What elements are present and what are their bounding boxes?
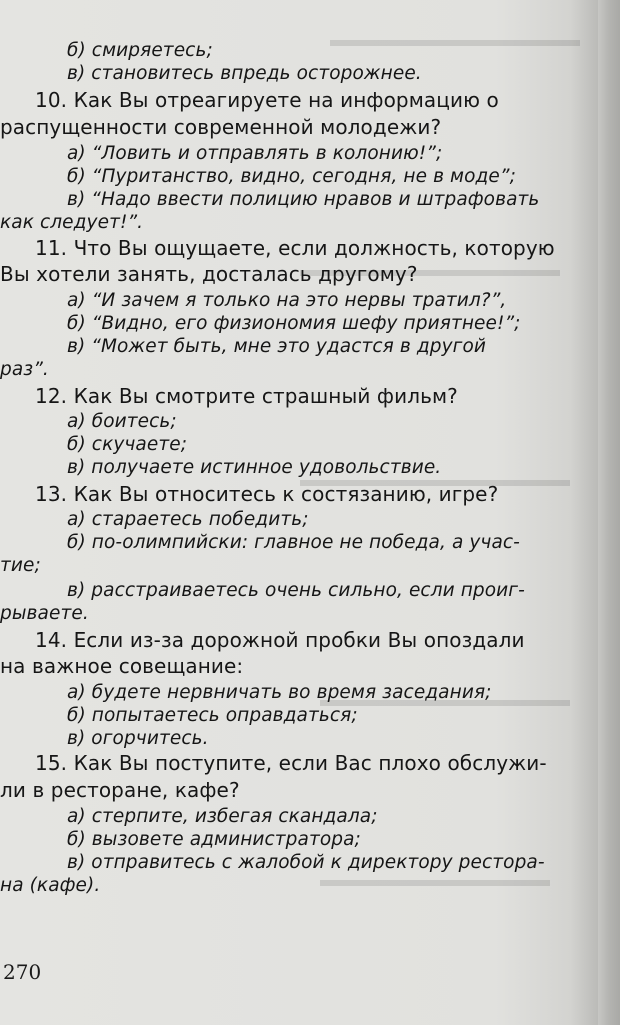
answer-option: на (кафе). [0, 875, 101, 896]
answer-option: а) боитесь; [67, 411, 177, 432]
answer-option: б) скучаете; [67, 434, 188, 455]
answer-option: в) получаете истинное удовольствие. [67, 457, 442, 478]
question-line: 11. Что Вы ощущаете, если должность, которую [35, 236, 555, 260]
answer-option: в) огорчитесь. [67, 728, 209, 749]
answer-option: б) попытаетесь оправдаться; [67, 705, 358, 726]
answer-option: а) стараетесь победить; [67, 509, 309, 530]
answer-option: а) стерпите, избегая скандала; [67, 806, 378, 827]
book-spine-shadow [598, 0, 620, 1025]
answer-option: б) по-олимпийски: главное не победа, а учас- [67, 532, 520, 553]
page-number: 270 [3, 960, 42, 984]
question-line: ли в ресторане, кафе? [0, 778, 240, 802]
bleed-through-text [330, 40, 580, 56]
answer-option: б) смиряетесь; [67, 40, 213, 61]
answer-option: в) “Надо ввести полицию нравов и штрафовать [67, 189, 540, 210]
answer-option: раз”. [0, 359, 49, 380]
answer-option: в) становитесь впредь осторожнее. [67, 63, 422, 84]
answer-option: в) “Может быть, мне это удастся в другой [67, 336, 487, 357]
answer-option: тие; [0, 555, 41, 576]
question-line: 12. Как Вы смотрите страшный фильм? [35, 384, 458, 408]
answer-option: б) “Видно, его физиономия шефу приятнее!”; [67, 313, 521, 334]
answer-option: б) “Пуританство, видно, сегодня, не в моде”; [67, 166, 516, 187]
answer-option: в) отправитесь с жалобой к директору рестора- [67, 852, 545, 873]
answer-option: как следует!”. [0, 212, 144, 233]
answer-option: а) будете нервничать во время заседания; [67, 682, 492, 703]
question-line: 15. Как Вы поступите, если Вас плохо обслужи- [35, 751, 547, 775]
answer-option: а) “Ловить и отправлять в колонию!”; [67, 143, 443, 164]
answer-option: в) расстраиваетесь очень сильно, если проиг- [67, 580, 525, 601]
question-line: на важное совещание: [0, 654, 244, 678]
answer-option: рываете. [0, 603, 89, 624]
question-line: 13. Как Вы относитесь к состязанию, игре? [35, 482, 499, 506]
bleed-through-text [320, 880, 550, 896]
answer-option: б) вызовете администратора; [67, 829, 361, 850]
question-line: 10. Как Вы отреагируете на информацию о [35, 88, 499, 112]
question-line: Вы хотели занять, досталась другому? [0, 262, 418, 286]
question-line: распущенности современной молодежи? [0, 115, 442, 139]
question-line: 14. Если из-за дорожной пробки Вы опоздали [35, 628, 525, 652]
answer-option: а) “И зачем я только на это нервы тратил?”, [67, 290, 507, 311]
